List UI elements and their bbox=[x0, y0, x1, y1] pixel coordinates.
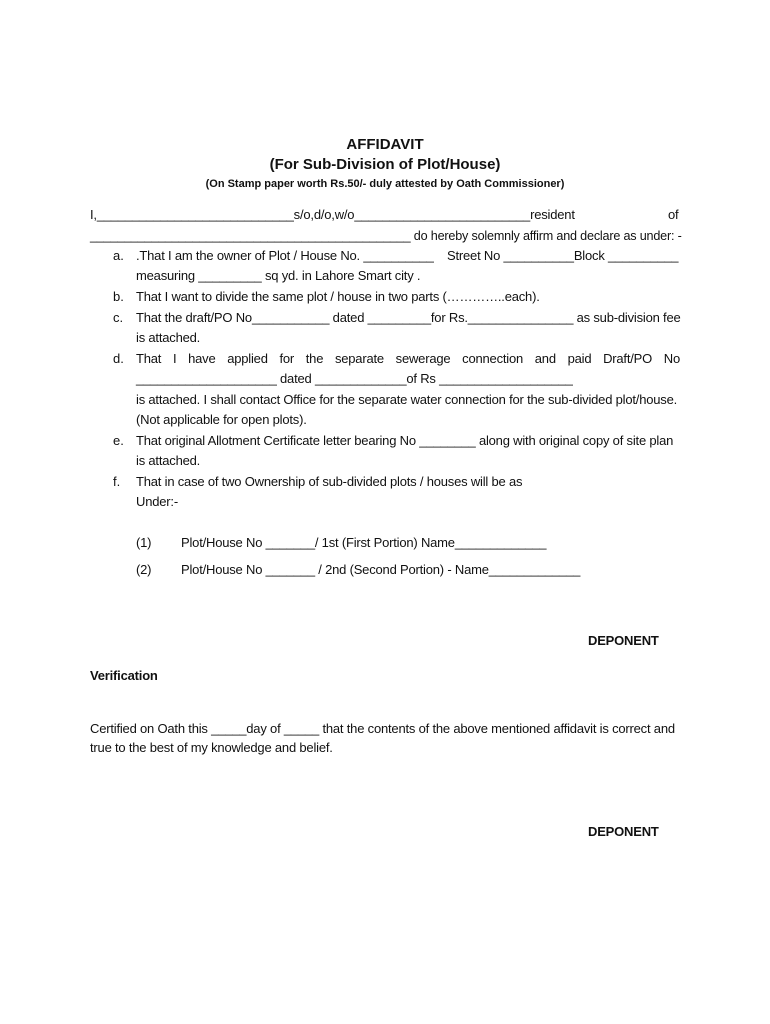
portion-1-text: Plot/House No _______/ 1st (First Portion) Name_____________ bbox=[181, 535, 547, 550]
item-e-line-1: That original Allotment Certificate letter bearing No ________ along with original copy of site plan bbox=[136, 433, 674, 448]
item-e-marker: e. bbox=[113, 433, 124, 448]
item-f-marker: f. bbox=[113, 474, 121, 489]
portion-2-text: Plot/House No _______ / 2nd (Second Portion) - Name_____________ bbox=[181, 562, 581, 577]
verification-line-2: true to the best of my knowledge and belief. bbox=[90, 740, 333, 755]
verification-heading: Verification bbox=[90, 668, 158, 683]
item-b-marker: b. bbox=[113, 289, 124, 304]
document-title: AFFIDAVIT bbox=[346, 136, 424, 153]
item-c-line-1: That the draft/PO No___________ dated _________for Rs._______________ as sub-division fee bbox=[136, 310, 681, 325]
portion-1-number: (1) bbox=[136, 535, 152, 550]
deponent-label-verification: DEPONENT bbox=[588, 824, 659, 839]
intro-line-2: _______________________________________________ do hereby solemnly affirm and declare as under: - bbox=[90, 228, 682, 243]
item-e-line-2: is attached. bbox=[136, 453, 201, 468]
item-a-marker: a. bbox=[113, 248, 124, 263]
item-f-line-1: That in case of two Ownership of sub-divided plots / houses will be as bbox=[136, 474, 523, 489]
verification-line-1: Certified on Oath this _____day of _____ that the contents of the above mentioned affidavit is correct and bbox=[90, 721, 675, 736]
item-d-line-1: That I have applied for the separate sewerage connection and paid Draft/PO No bbox=[136, 351, 680, 366]
item-d-line-3: is attached. I shall contact Office for the separate water connection for the sub-divided plot/house. bbox=[136, 392, 678, 407]
stamp-paper-note: (On Stamp paper worth Rs.50/- duly attested by Oath Commissioner) bbox=[205, 178, 565, 190]
item-c-line-2: is attached. bbox=[136, 330, 201, 345]
item-a-line-1: .That I am the owner of Plot / House No. __________ bbox=[136, 248, 434, 263]
item-a-line-1-street: Street No __________Block __________ bbox=[447, 248, 679, 263]
item-d-line-2: ____________________ dated _____________of Rs ___________________ bbox=[136, 371, 573, 386]
item-d-line-4: (Not applicable for open plots). bbox=[136, 412, 307, 427]
item-a-line-2: measuring _________ sq yd. in Lahore Smart city . bbox=[136, 268, 421, 283]
deponent-label: DEPONENT bbox=[588, 633, 659, 648]
item-f-line-2: Under:- bbox=[136, 494, 178, 509]
item-b-line-1: That I want to divide the same plot / house in two parts (…………..each). bbox=[136, 289, 540, 304]
intro-line-1-of: of bbox=[668, 207, 679, 222]
item-d-marker: d. bbox=[113, 351, 124, 366]
intro-line-1: I,____________________________s/o,d/o,w/o_________________________resident bbox=[90, 207, 575, 222]
item-c-marker: c. bbox=[113, 310, 124, 325]
portion-2-number: (2) bbox=[136, 562, 152, 577]
document-subtitle: (For Sub-Division of Plot/House) bbox=[269, 156, 501, 173]
